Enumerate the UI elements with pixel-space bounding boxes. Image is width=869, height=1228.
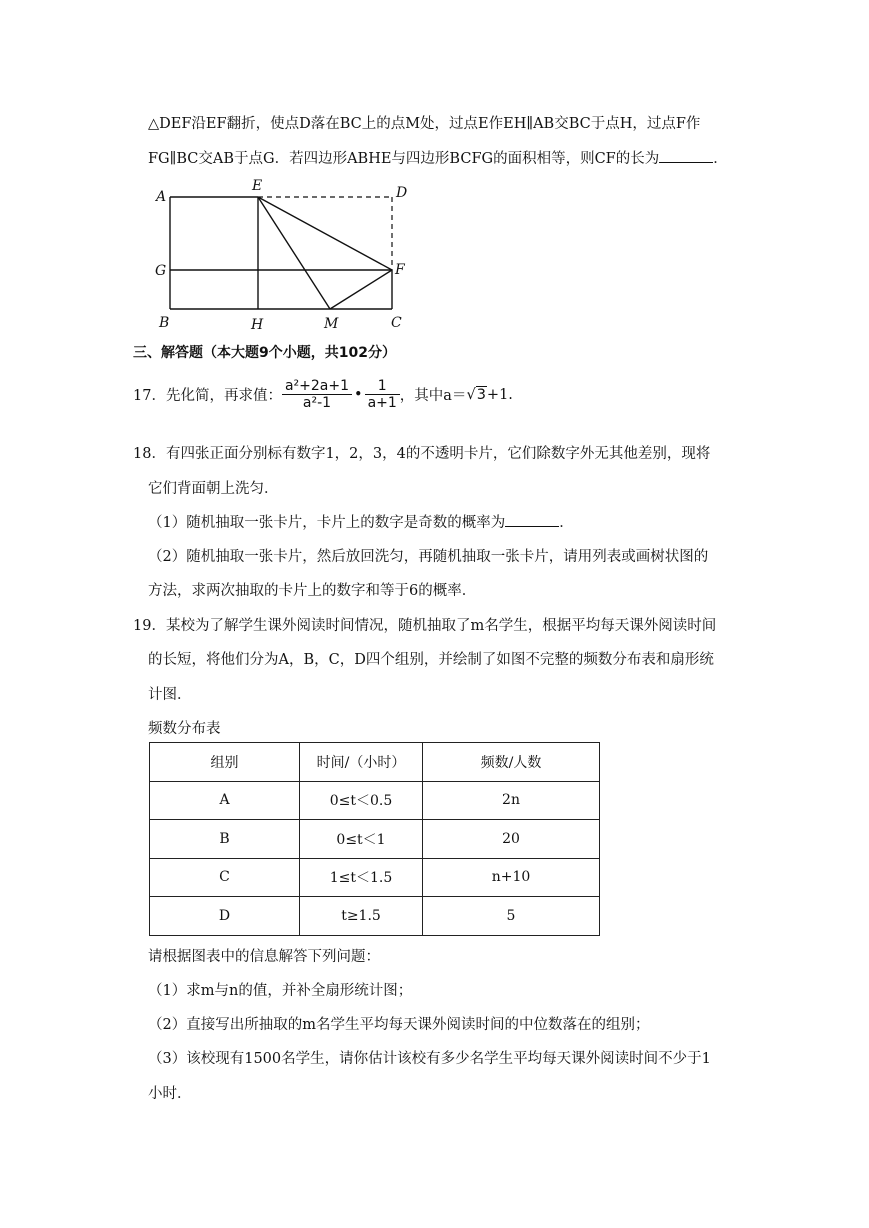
cell-group: B [150, 820, 300, 859]
problem17-prefix: 17．先化简，再求值： [133, 388, 282, 404]
table-title: 频数分布表 [148, 721, 221, 737]
problem19-line3: 计图． [148, 687, 192, 703]
cell-time: 0≤t＜0.5 [300, 781, 423, 820]
problem18-q2-line1: （2）随机抽取一张卡片，然后放回洗匀，再随机抽取一张卡片，请用列表或画树状图的 [148, 549, 709, 565]
problem18-line2: 它们背面朝上洗匀． [148, 481, 279, 497]
cell-group: A [150, 781, 300, 820]
fraction-1-numerator: a²+2a+1 [282, 378, 352, 395]
problem18-q1 [148, 511, 574, 532]
cell-time: 1≤t＜1.5 [300, 858, 423, 897]
problem19-q2: （2）直接写出所抽取的m名学生平均每天课外阅读时间的中位数落在的组别； [148, 1017, 650, 1033]
problem19-line1: 19．某校为了解学生课外阅读时间情况，随机抽取了m名学生，根据平均每天课外阅读时间 [133, 618, 717, 634]
problem18-q2-line2: 方法，求两次抽取的卡片上的数字和等于6的概率． [148, 583, 477, 599]
problem18-line1: 18．有四张正面分别标有数字1，2，3，4的不透明卡片，它们除数字外无其他差别，现将 [133, 446, 711, 462]
cell-group: C [150, 858, 300, 897]
table-header-row [150, 743, 600, 782]
label-m: M [324, 316, 339, 332]
header-group: 组别 [150, 743, 300, 782]
problem16-line2-text: FG∥BC交AB于点G．若四边形ABHE与四边形BCFG的面积相等，则CF的长为 [148, 151, 660, 167]
table-row [150, 897, 600, 936]
fraction-2-denominator: a+1 [367, 395, 397, 411]
fraction-2 [365, 378, 400, 411]
label-b: B [159, 315, 170, 331]
problem17 [133, 378, 513, 411]
segment-ef [258, 197, 392, 270]
label-e: E [252, 178, 263, 194]
table-row [150, 781, 600, 820]
answer-blank-probability [505, 512, 559, 527]
problem18-q1-text: （1）随机抽取一张卡片，卡片上的数字是奇数的概率为 [148, 515, 506, 531]
answer-blank-cf [659, 148, 713, 163]
cell-frequency: n+10 [423, 858, 600, 897]
frequency-table [149, 742, 600, 936]
segment-mf [330, 270, 392, 309]
problem19-intro: 请根据图表中的信息解答下列问题： [148, 949, 380, 965]
cell-frequency: 20 [423, 820, 600, 859]
cell-group: D [150, 897, 300, 936]
cell-frequency: 2n [423, 781, 600, 820]
label-f: F [395, 262, 405, 278]
rectangle-fold-figure [148, 170, 418, 335]
multiply-dot: • [354, 386, 363, 403]
cell-frequency: 5 [423, 897, 600, 936]
label-h: H [251, 317, 264, 333]
problem19-q1: （1）求m与n的值，并补全扇形统计图； [148, 983, 413, 999]
section-title: 三、解答题（本大题9个小题，共102分） [133, 345, 396, 361]
header-time: 时间/（小时） [300, 743, 423, 782]
problem19-line2: 的长短，将他们分为A，B，C，D四个组别，并绘制了如图不完整的频数分布表和扇形统 [148, 652, 714, 668]
fraction-1-denominator: a²-1 [302, 395, 332, 411]
problem19-q3-line1: （3）该校现有1500名学生，请你估计该校有多少名学生平均每天课外阅读时间不少于1 [148, 1051, 711, 1067]
header-frequency: 频数/人数 [423, 743, 600, 782]
table-row [150, 858, 600, 897]
fraction-1 [282, 378, 352, 411]
fraction-2-numerator: 1 [365, 378, 400, 395]
label-g: G [155, 263, 167, 279]
cell-time: t≥1.5 [300, 897, 423, 936]
problem18-q1-end: ． [559, 515, 574, 531]
sqrt-expression: √3 [466, 386, 486, 403]
sqrt-radicand: 3 [476, 386, 486, 403]
label-d: D [396, 185, 408, 201]
problem19-q3-line2: 小时． [148, 1086, 192, 1102]
problem16-line2-end: ． [713, 151, 728, 167]
label-c: C [391, 315, 402, 331]
problem16-line2 [148, 147, 728, 168]
table-row [150, 820, 600, 859]
label-a: A [156, 189, 167, 205]
segment-em [258, 197, 330, 309]
problem17-condition: ，其中a＝ [399, 388, 467, 404]
problem17-suffix: +1. [486, 386, 513, 403]
cell-time: 0≤t＜1 [300, 820, 423, 859]
problem16-line1: △DEF沿EF翻折，使点D落在BC上的点M处，过点E作EH∥AB交BC于点H，过点F作 [148, 116, 701, 132]
